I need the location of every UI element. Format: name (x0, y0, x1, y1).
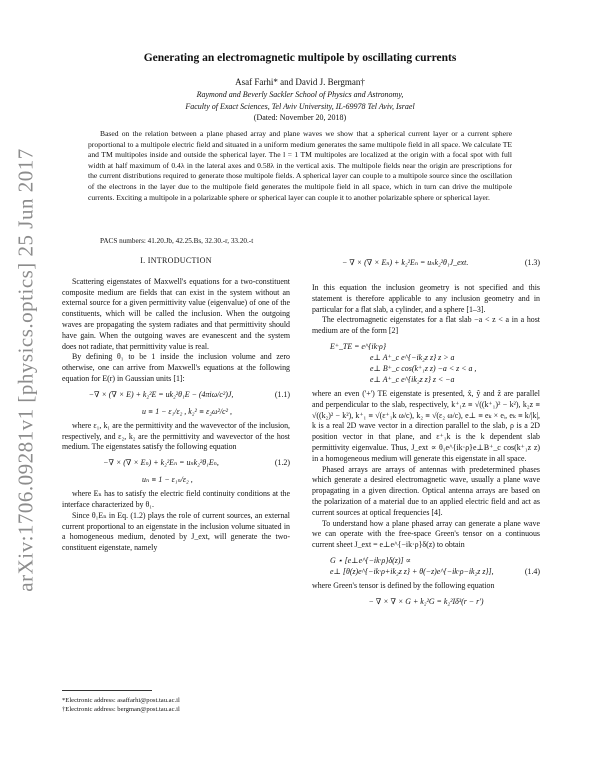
paragraph: where Green's tensor is defined by the following equation (312, 580, 495, 590)
equation-body: − ∇ × (∇ × Eₙ) + k₂²Eₙ = uₙk₂²θ₁J_ext. (342, 258, 469, 267)
paragraph: In this equation the inclusion geometry is not specified and this statement is therefore applicable to any inclusion geometry and in particular for a flat slab, a cylinder, and a sphere [1–3]. (312, 283, 540, 314)
affiliation-line-1: Raymond and Beverly Sackler School of Physics and Astronomy, (196, 90, 404, 99)
equation-number: (1.4) (524, 566, 540, 576)
equation-number: (1.2) (274, 458, 290, 468)
pacs-numbers: PACS numbers: 41.20.Jb, 42.25.Bs, 32.30.-r, 33.20.-t (100, 237, 254, 245)
equation-1-2-defs (62, 475, 290, 489)
equation-case: e⊥ B⁺_c cos(k⁺₁z z) −a < z < a , (370, 363, 477, 373)
equation-body: −∇ × (∇ × Eₙ) + k₂²Eₙ = uₙk₂²θ₁Eₙ, (103, 458, 219, 468)
paragraph: where Eₙ has to satisfy the electric field continuity conditions at the interface characterized by θ₁. (62, 489, 290, 509)
abstract: Based on the relation between a plane phased array and plane waves we show that a spherical current layer or a current sphere proportional to a multipole electric field and situated in a uniform medium generates the same multipole field in all space. We calculate TE and TM multipoles inside and outside the spherical layer. The l = 1 TM multipoles are localized at the origin with a focal spot with full width at half maximum of 0.4λ in the lateral axes and 0.58λ in the vertical axis. The multipole fields near the origin are prescriptions for the current distributions required to generate those multipole fields. A spherical layer can couple to a multipole source since the oscillation of the electrons in the layer due to the multipole field generates the multipole field in all space, which in turn can drive the multipole currents. Exciting a multipole in a polarizable sphere or spherical layer can couple it to another polarizable sphere or spherical layer. (88, 129, 512, 202)
paragraph: Since θ₁Eₙ in Eq. (1.2) plays the role of current sources, an external current proportional to an eigenstate in the inclusion volume situated in a homogeneous medium, denoted by J_ext, will generate the two-constituent eigenstate, namely (62, 510, 290, 553)
equation-1-1 (62, 388, 290, 404)
equation-lhs: E⁺_TE = e^{ik·ρ} (330, 341, 387, 351)
equation-eigenstate (312, 341, 540, 385)
equation-1-2 (62, 456, 290, 472)
equation-body: −∇ × (∇ × E) + k₂²E = uk₂²θ₁E − (4πiω/c²)J, (88, 389, 234, 399)
footnotes (62, 690, 290, 714)
arxiv-stamp-text: arXiv:1706.09281v1 [physics.optics] 25 Jun 2017 (13, 148, 38, 592)
paragraph: The electromagnetic eigenstates for a flat slab −a < z < a in a host medium are of the form [2] (312, 315, 540, 336)
equation-1-4 (312, 555, 540, 577)
paragraph: By defining θ₁ to be 1 inside the inclusion volume and zero otherwise, one can arrive from Maxwell's equations at the following equation for E(r) in Gaussian units [1]: (62, 352, 290, 383)
paragraph: To understand how a plane phased array can generate a plane wave we can operate with the free-space Green's tensor on a continuous current sheet J_ext = e⊥e^{−ik·ρ}δ(z) to obtain (312, 518, 540, 550)
equation-body: u ≡ 1 − ε₁/ε₂ , k₂² ≡ ε₂ω²/c² , (142, 406, 232, 416)
author-list: Asaf Farhi* and David J. Bergman† (235, 77, 365, 87)
equation-body: uₙ ≡ 1 − ε₁ₙ/ε₂ , (142, 475, 193, 485)
affiliation (0, 89, 600, 112)
equation-1-3 (312, 258, 540, 274)
equation-number: (1.3) (524, 258, 540, 267)
equation-case: e⊥ A⁺_c e^{−ik₂z z} z > a (370, 352, 455, 362)
equation-case: e⊥ A⁺_c e^{ik₂z z} z < −a (370, 374, 455, 384)
section-heading: I. INTRODUCTION (140, 256, 212, 265)
footnote-email-1: *Electronic address: asaffarhi@post.tau.ac.il (62, 697, 180, 704)
equation-1-1-defs (62, 407, 290, 421)
equation-number: (1.1) (274, 389, 290, 399)
right-column (312, 283, 540, 611)
paragraph: where ε₁, k₁ are the permittivity and the wavevector of the inclusion, respectively, and ε₂, k₂ are the permittivity and wavevector of the host medium. The eigenstates satisfy the following equation (62, 420, 290, 452)
paragraph: where an even ('+') TE eigenstate is presented, x̂, ŷ and ẑ are parallel and perpendicular to the slab, respectively, k⁺₁z ≡ √((k⁺₁)² − k²), k₂z ≡ √((k₂)² − k²), k⁺₁ ≡ √(ε⁺₁k ω/c), k₂ ≡ √(ε₂ ω/c), e⊥ ≡ eₖ × eᵢ, eₖ ≡ k/|k|, k is a real 2D wave vector in a direction parallel to the slab, ρ is a 2D position vector in that plane, and ε⁺₁k is the k dependent slab permittivity eigenvalue. Thus, J_ext ∝ θ₁e^{ik·ρ}e⊥B⁺_c cos(k⁺₁z z) in a homogeneous medium will generate this eigenstate in all space. (312, 388, 540, 463)
date-line: (Dated: November 20, 2018) (253, 113, 347, 122)
equation-line: G ⋆ [e⊥e^{−ik·ρ}δ(z)] ∝ (330, 555, 411, 565)
left-column (62, 256, 290, 554)
equation-greens-tensor (312, 596, 540, 607)
equation-body: − ∇ × ∇ × G + k₂²G = k₂²Iδ³(r − r′) (368, 596, 484, 606)
paper-title: Generating an electromagnetic multipole by oscillating currents (143, 52, 457, 64)
footnote-rule (62, 690, 152, 691)
paragraph: Phased arrays are arrays of antennas with predetermined phases which generate a desired electromagnetic wave, usually a plane wave propagating in a given direction. Optical antenna arrays are based on the polarization of a material due to an applied electric field and act as current sources at optical frequencies [4]. (312, 464, 540, 517)
arxiv-stamp (8, 150, 44, 590)
footnote-email-2: †Electronic address: bergman@post.tau.ac.il (62, 706, 180, 713)
equation-line: e⊥ [θ(z)e^{−ik·ρ+ik₂z z} + θ(−z)e^{−ik·ρ−ik₂z z}], (330, 566, 494, 576)
paragraph: Scattering eigenstates of Maxwell's equations for a two-constituent composite medium are fields that can exist in the system without an external source for a given permittivity value (eigenvalue) of one of the constituents, which will be called the inclusion. When the outgoing waves are propagating the system radiates and that permittivity should have gain. When the outgoing waves are evanescent and the system does not radiate, that permittivity value is real. (62, 276, 290, 351)
affiliation-line-2: Faculty of Exact Sciences, Tel Aviv University, IL-69978 Tel Aviv, Israel (185, 101, 415, 111)
